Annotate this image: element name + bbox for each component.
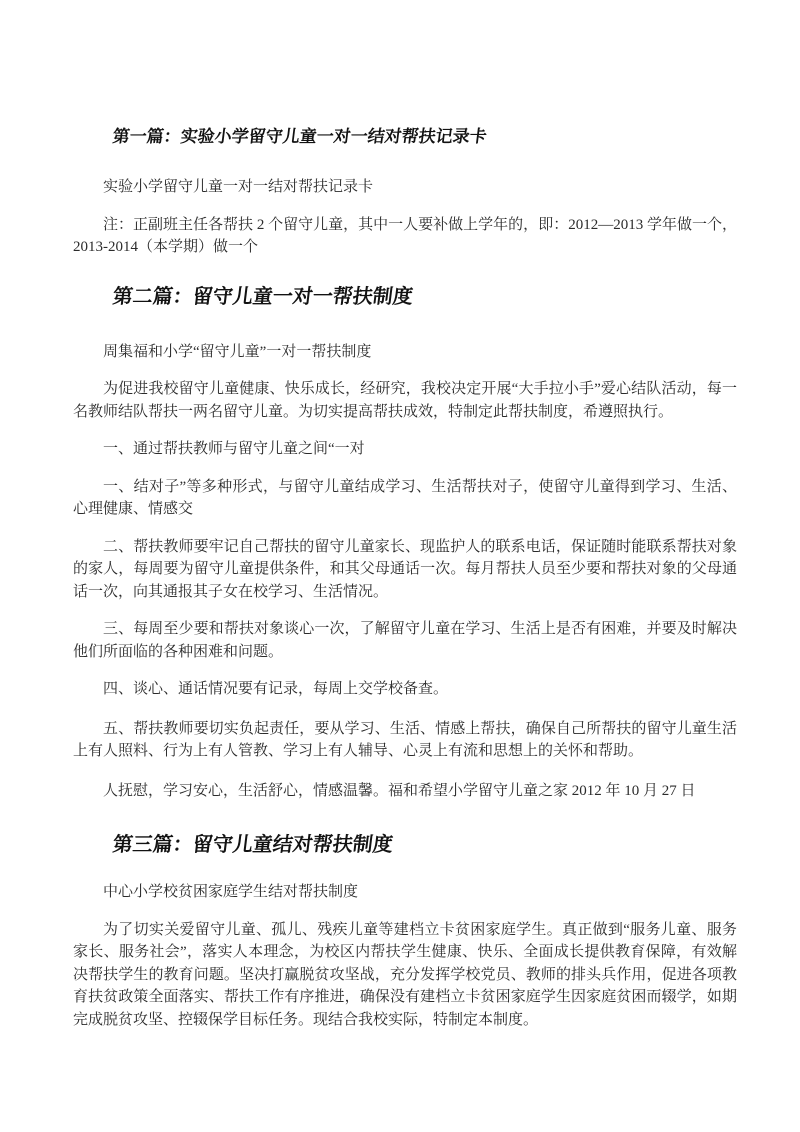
paragraph-closing-signature: 人抚慰，学习安心，生活舒心，情感温馨。福和希望小学留守儿童之家 2012 年 10 月 27 日 xyxy=(103,782,696,799)
section-1-heading: 第一篇：实验小学留守儿童一对一结对帮扶记录卡 xyxy=(111,127,488,146)
paragraph-item-3: 三、每周至少要和帮扶对象谈心一次，了解留守儿童在学习、生活上是否有困难，并要及时解决他们所面临的各种困难和问题。 xyxy=(73,621,737,660)
paragraph-item-4: 四、谈心、通话情况要有记录，每周上交学校备查。 xyxy=(103,681,449,697)
document-content xyxy=(73,0,737,1031)
section-3-heading: 第三篇：留守儿童结对帮扶制度 xyxy=(111,834,395,856)
paragraph-system-title: 周集福和小学“留守儿童”一对一帮扶制度 xyxy=(103,343,372,360)
paragraph-item-2: 二、帮扶教师要牢记自己帮扶的留守儿童家长、现监护人的联系电话，保证随时能联系帮扶对象的家人，每周要为留守儿童提供条件，和其父母通话一次。每月帮扶人员至少要和帮扶对象的父母通话一次，向其通报其子女在校学习、生活情况。 xyxy=(73,538,737,600)
section-2-heading: 第二篇：留守儿童一对一帮扶制度 xyxy=(111,285,415,308)
paragraph-item-5: 五、帮扶教师要切实负起责任，要从学习、生活、情感上帮扶，确保自己所帮扶的留守儿童生活上有人照料、行为上有人管教、学习上有人辅导、心灵上有流和思想上的关怀和帮助。 xyxy=(73,720,737,759)
paragraph-item-1a: 一、通过帮扶教师与留守儿童之间“一对 xyxy=(103,441,365,457)
paragraph-item-1b: 一、结对子”等多种形式，与留守儿童结成学习、生活帮扶对子，使留守儿童得到学习、生活、心理健康、情感交 xyxy=(73,478,737,517)
paragraph-note: 注：正副班主任各帮扶 2 个留守儿童，其中一人要补做上学年的，即：2012—2013 学年做一个，2013-2014（本学期）做一个 xyxy=(73,216,737,255)
paragraph-intro: 为促进我校留守儿童健康、快乐成长，经研究，我校决定开展“大手拉小手”爱心结队活动，每一名教师结队帮扶一两名留守儿童。为切实提高帮扶成效，特制定此帮扶制度，希遵照执行。 xyxy=(73,381,737,420)
paragraph-poverty-intro: 为了切实关爱留守儿童、孤儿、残疾儿童等建档立卡贫困家庭学生。真正做到“服务儿童、服务家长、服务社会”，落实人本理念，为校区内帮扶学生健康、快乐、全面成长提供教育保障，有效解决帮扶学生的教育问题。坚决打赢脱贫攻坚战，充分发挥学校党员、教师的排头兵作用，促进各项教育扶贫政策全面落实、帮扶工作有序推进，确保没有建档立卡贫困家庭学生因家庭贫困而辍学，如期完成脱贫攻坚、控辍保学目标任务。现结合我校实际，特制定本制度。 xyxy=(73,921,737,1028)
paragraph-record-card-title: 实验小学留守儿童一对一结对帮扶记录卡 xyxy=(103,179,374,195)
paragraph-poverty-system-title: 中心小学校贫困家庭学生结对帮扶制度 xyxy=(103,884,359,900)
